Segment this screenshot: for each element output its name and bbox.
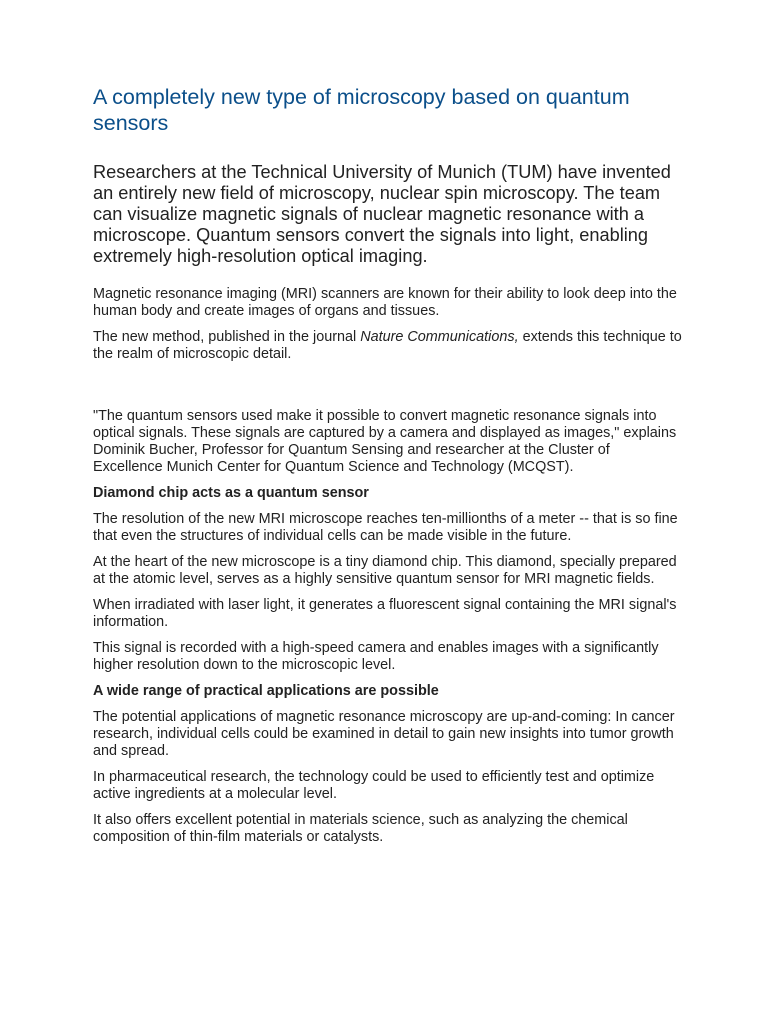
document-page bbox=[93, 84, 683, 855]
paragraph-quote: "The quantum sensors used make it possible to convert magnetic resonance signals into optical signals. These signals are captured by a camera and displayed as images," explains Dominik Bucher, Professor for Quantum Sensing and researcher at the Cluster of Excellence Munich Center for Quantum Science and Technology (MCQST). bbox=[93, 408, 677, 475]
paragraph-mri-intro: Magnetic resonance imaging (MRI) scanners are known for their ability to look deep into the human body and create images of organs and tissues. bbox=[93, 286, 677, 319]
paragraph-resolution: The resolution of the new MRI microscope reaches ten-millionths of a meter -- that is so fine that even the structures of individual cells can be made visible in the future. bbox=[93, 511, 678, 544]
article-title: A completely new type of microscopy based on quantum sensors bbox=[93, 85, 630, 135]
paragraph-diamond-chip: At the heart of the new microscope is a tiny diamond chip. This diamond, specially prepared at the atomic level, serves as a highly sensitive quantum sensor for MRI magnetic fields. bbox=[93, 554, 677, 587]
paragraph-cancer-research: The potential applications of magnetic resonance microscopy are up-and-coming: In cancer research, individual cells could be examined in detail to gain new insights into tumor growth and spread. bbox=[93, 709, 675, 759]
paragraph-new-method-text-end: extends this technique to the realm of microscopic detail. bbox=[93, 329, 682, 362]
paragraph-camera: This signal is recorded with a high-speed camera and enables images with a significantly higher resolution down to the microscopic level. bbox=[93, 640, 659, 673]
article-lead: Researchers at the Technical University of Munich (TUM) have invented an entirely new field of microscopy, nuclear spin microscopy. The team can visualize magnetic signals of nuclear magnetic resonance with a microscope. Quantum sensors convert the signals into light, enabling extremely high-resolution optical imaging. bbox=[93, 162, 671, 266]
section-heading-diamond-chip: Diamond chip acts as a quantum sensor bbox=[93, 485, 369, 501]
paragraph-new-method-text-start: The new method, published in the journal bbox=[93, 329, 361, 345]
paragraph-laser: When irradiated with laser light, it generates a fluorescent signal containing the MRI signal's information. bbox=[93, 597, 677, 630]
journal-name: Nature Communications, bbox=[360, 329, 519, 345]
paragraph-pharma: In pharmaceutical research, the technology could be used to efficiently test and optimize active ingredients at a molecular level. bbox=[93, 769, 655, 802]
paragraph-materials: It also offers excellent potential in materials science, such as analyzing the chemical composition of thin-film materials or catalysts. bbox=[93, 812, 628, 845]
section-heading-applications: A wide range of practical applications are possible bbox=[93, 683, 439, 699]
paragraph-new-method bbox=[93, 329, 683, 363]
